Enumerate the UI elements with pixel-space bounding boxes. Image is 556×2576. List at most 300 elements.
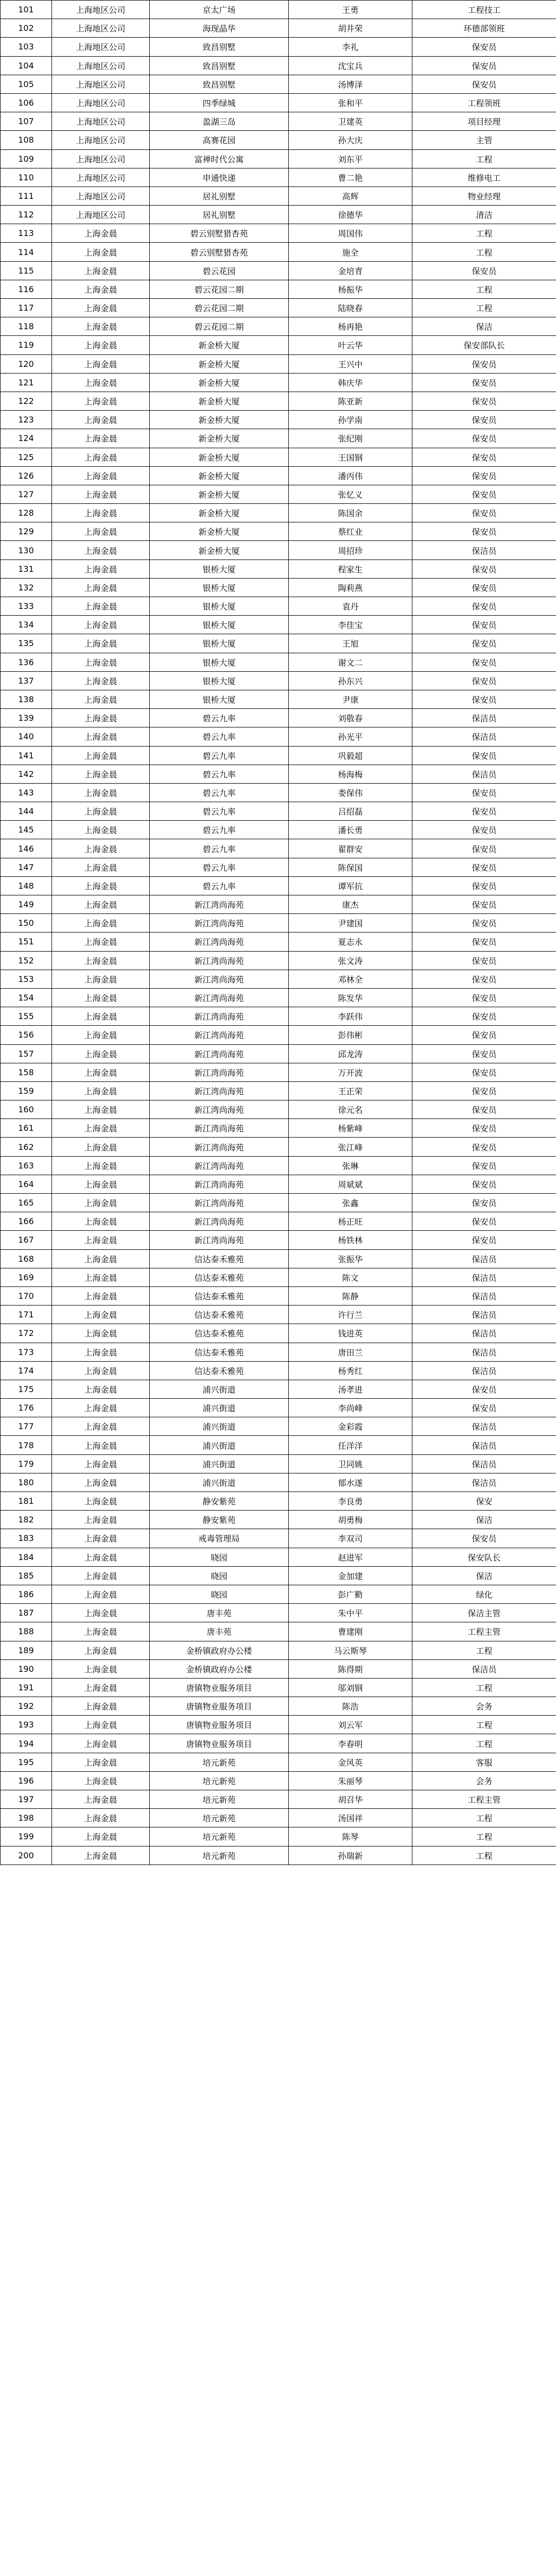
position-cell: 保安员: [412, 895, 556, 914]
company-cell: 上海金晨: [52, 914, 150, 933]
table-row: [1, 765, 556, 783]
name-cell: 邱龙涛: [289, 1044, 412, 1063]
company-cell: 上海金晨: [52, 1678, 150, 1697]
table-row: [1, 970, 556, 988]
row-number-cell: 131: [1, 560, 52, 578]
company-cell: 上海地区公司: [52, 75, 150, 93]
table-row: [1, 1212, 556, 1231]
project-cell: 金桥镇政府办公楼: [150, 1659, 289, 1678]
table-row: [1, 1175, 556, 1193]
table-row: [1, 876, 556, 895]
position-cell: 保安员: [412, 858, 556, 876]
row-number-cell: 181: [1, 1492, 52, 1511]
project-cell: 碧云别墅猎杏苑: [150, 224, 289, 243]
table-row: [1, 187, 556, 205]
row-number-cell: 179: [1, 1454, 52, 1473]
row-number-cell: 180: [1, 1473, 52, 1492]
project-cell: 戒毒管理局: [150, 1529, 289, 1548]
company-cell: 上海金晨: [52, 634, 150, 653]
name-cell: 刘敬春: [289, 709, 412, 727]
position-cell: 保安员: [412, 75, 556, 93]
row-number-cell: 115: [1, 261, 52, 280]
position-cell: 保安员: [412, 1007, 556, 1026]
name-cell: 彭广勤: [289, 1585, 412, 1603]
project-cell: 碧云花园二期: [150, 299, 289, 317]
name-cell: 陆晓春: [289, 299, 412, 317]
row-number-cell: 165: [1, 1194, 52, 1212]
name-cell: 程家生: [289, 560, 412, 578]
position-cell: 保安员: [412, 56, 556, 75]
company-cell: 上海金晨: [52, 1399, 150, 1417]
position-cell: 保安员: [412, 261, 556, 280]
company-cell: 上海金晨: [52, 1063, 150, 1081]
company-cell: 上海金晨: [52, 821, 150, 839]
company-cell: 上海金晨: [52, 653, 150, 671]
position-cell: 保安员: [412, 448, 556, 466]
table-row: [1, 783, 556, 802]
table-row: [1, 466, 556, 485]
row-number-cell: 143: [1, 783, 52, 802]
project-cell: 新金桥大厦: [150, 466, 289, 485]
table-row: [1, 858, 556, 876]
company-cell: 上海金晨: [52, 839, 150, 858]
company-cell: 上海金晨: [52, 448, 150, 466]
position-cell: 保安员: [412, 1156, 556, 1175]
company-cell: 上海金晨: [52, 1268, 150, 1286]
name-cell: 李良勇: [289, 1492, 412, 1511]
row-number-cell: 103: [1, 38, 52, 56]
name-cell: 孙大庆: [289, 131, 412, 149]
company-cell: 上海金晨: [52, 1809, 150, 1827]
name-cell: 尹建国: [289, 914, 412, 933]
position-cell: 工程: [412, 280, 556, 298]
position-cell: 工程: [412, 1827, 556, 1846]
row-number-cell: 161: [1, 1119, 52, 1138]
position-cell: 保洁员: [412, 1249, 556, 1268]
company-cell: 上海地区公司: [52, 131, 150, 149]
name-cell: 袁丹: [289, 597, 412, 616]
project-cell: 新江湾尚海苑: [150, 1119, 289, 1138]
name-cell: 李尚峰: [289, 1399, 412, 1417]
company-cell: 上海地区公司: [52, 168, 150, 187]
row-number-cell: 133: [1, 597, 52, 616]
position-cell: 保安员: [412, 1100, 556, 1119]
row-number-cell: 122: [1, 392, 52, 410]
company-cell: 上海金晨: [52, 336, 150, 354]
name-cell: 翟群安: [289, 839, 412, 858]
project-cell: 唐丰苑: [150, 1622, 289, 1641]
name-cell: 李春明: [289, 1734, 412, 1753]
project-cell: 高赛花园: [150, 131, 289, 149]
project-cell: 申通快递: [150, 168, 289, 187]
table-row: [1, 392, 556, 410]
name-cell: 杨正旺: [289, 1212, 412, 1231]
position-cell: 保安员: [412, 411, 556, 429]
name-cell: 娄保伟: [289, 783, 412, 802]
name-cell: 巩毅超: [289, 746, 412, 765]
company-cell: 上海金晨: [52, 690, 150, 708]
project-cell: 盈湖三岛: [150, 112, 289, 131]
row-number-cell: 124: [1, 429, 52, 448]
name-cell: 张江峰: [289, 1138, 412, 1156]
position-cell: 保安员: [412, 1044, 556, 1063]
row-number-cell: 200: [1, 1846, 52, 1865]
company-cell: 上海地区公司: [52, 187, 150, 205]
table-row: [1, 1511, 556, 1529]
row-number-cell: 132: [1, 578, 52, 597]
row-number-cell: 149: [1, 895, 52, 914]
table-row: [1, 1790, 556, 1809]
company-cell: 上海金晨: [52, 1697, 150, 1716]
position-cell: 会务: [412, 1771, 556, 1790]
table-row: [1, 1473, 556, 1492]
row-number-cell: 105: [1, 75, 52, 93]
name-cell: 陈保国: [289, 858, 412, 876]
position-cell: 工程: [412, 1678, 556, 1697]
name-cell: 陈得期: [289, 1659, 412, 1678]
position-cell: 保安员: [412, 783, 556, 802]
company-cell: 上海金晨: [52, 1417, 150, 1436]
company-cell: 上海金晨: [52, 1380, 150, 1398]
name-cell: 夏志永: [289, 933, 412, 951]
name-cell: 陈静: [289, 1286, 412, 1305]
row-number-cell: 197: [1, 1790, 52, 1809]
table-row: [1, 112, 556, 131]
project-cell: 碧云花园二期: [150, 280, 289, 298]
row-number-cell: 150: [1, 914, 52, 933]
name-cell: 马云斯琴: [289, 1641, 412, 1659]
position-cell: 保洁主管: [412, 1604, 556, 1622]
project-cell: 培元新苑: [150, 1827, 289, 1846]
name-cell: 李佳宝: [289, 616, 412, 634]
table-row: [1, 1454, 556, 1473]
name-cell: 张纪刚: [289, 429, 412, 448]
row-number-cell: 129: [1, 522, 52, 541]
name-cell: 汤博泽: [289, 75, 412, 93]
row-number-cell: 196: [1, 1771, 52, 1790]
position-cell: 保安员: [412, 616, 556, 634]
position-cell: 保安员: [412, 1119, 556, 1138]
company-cell: 上海地区公司: [52, 56, 150, 75]
name-cell: 康杰: [289, 895, 412, 914]
company-cell: 上海金晨: [52, 1846, 150, 1865]
project-cell: 培元新苑: [150, 1790, 289, 1809]
table-row: [1, 1678, 556, 1697]
position-cell: 保安员: [412, 1399, 556, 1417]
row-number-cell: 184: [1, 1548, 52, 1566]
name-cell: 许行兰: [289, 1306, 412, 1324]
position-cell: 保安员: [412, 38, 556, 56]
position-cell: 主管: [412, 131, 556, 149]
row-number-cell: 158: [1, 1063, 52, 1081]
position-cell: 保安员: [412, 578, 556, 597]
name-cell: 潘长勇: [289, 821, 412, 839]
company-cell: 上海金晨: [52, 1306, 150, 1324]
project-cell: 唐镇物业服务项目: [150, 1697, 289, 1716]
project-cell: 银桥大厦: [150, 616, 289, 634]
company-cell: 上海金晨: [52, 429, 150, 448]
name-cell: 张振华: [289, 1249, 412, 1268]
company-cell: 上海金晨: [52, 1231, 150, 1249]
position-cell: 保洁员: [412, 1454, 556, 1473]
row-number-cell: 110: [1, 168, 52, 187]
position-cell: 工程主管: [412, 1790, 556, 1809]
table-row: [1, 933, 556, 951]
company-cell: 上海金晨: [52, 727, 150, 746]
company-cell: 上海金晨: [52, 1585, 150, 1603]
row-number-cell: 123: [1, 411, 52, 429]
project-cell: 信达泰禾雅苑: [150, 1361, 289, 1380]
row-number-cell: 178: [1, 1436, 52, 1454]
row-number-cell: 153: [1, 970, 52, 988]
company-cell: 上海金晨: [52, 1007, 150, 1026]
position-cell: 保安员: [412, 522, 556, 541]
row-number-cell: 164: [1, 1175, 52, 1193]
row-number-cell: 195: [1, 1753, 52, 1771]
position-cell: 保洁员: [412, 709, 556, 727]
company-cell: 上海金晨: [52, 1622, 150, 1641]
project-cell: 银桥大厦: [150, 690, 289, 708]
company-cell: 上海金晨: [52, 933, 150, 951]
company-cell: 上海地区公司: [52, 206, 150, 224]
company-cell: 上海金晨: [52, 858, 150, 876]
name-cell: 周斌斌: [289, 1175, 412, 1193]
project-cell: 碧云九率: [150, 858, 289, 876]
project-cell: 碧云九率: [150, 746, 289, 765]
company-cell: 上海金晨: [52, 1734, 150, 1753]
company-cell: 上海金晨: [52, 261, 150, 280]
company-cell: 上海地区公司: [52, 112, 150, 131]
project-cell: 居礼别墅: [150, 187, 289, 205]
position-cell: 保洁: [412, 317, 556, 336]
row-number-cell: 172: [1, 1324, 52, 1343]
company-cell: 上海金晨: [52, 1436, 150, 1454]
table-row: [1, 1380, 556, 1398]
row-number-cell: 134: [1, 616, 52, 634]
position-cell: 保安员: [412, 429, 556, 448]
project-cell: 碧云别墅猎杏苑: [150, 243, 289, 261]
company-cell: 上海金晨: [52, 1361, 150, 1380]
position-cell: 项目经理: [412, 112, 556, 131]
row-number-cell: 155: [1, 1007, 52, 1026]
company-cell: 上海金晨: [52, 1790, 150, 1809]
table-row: [1, 317, 556, 336]
position-cell: 保安员: [412, 466, 556, 485]
table-row: [1, 914, 556, 933]
position-cell: 工程主管: [412, 1622, 556, 1641]
table-row: [1, 93, 556, 112]
row-number-cell: 157: [1, 1044, 52, 1063]
table-row: [1, 1268, 556, 1286]
row-number-cell: 182: [1, 1511, 52, 1529]
position-cell: 保安: [412, 1492, 556, 1511]
name-cell: 刘云军: [289, 1716, 412, 1734]
row-number-cell: 168: [1, 1249, 52, 1268]
position-cell: 保安员: [412, 876, 556, 895]
position-cell: 保安员: [412, 970, 556, 988]
project-cell: 致昌别墅: [150, 38, 289, 56]
company-cell: 上海金晨: [52, 1771, 150, 1790]
table-row: [1, 951, 556, 970]
company-cell: 上海金晨: [52, 895, 150, 914]
company-cell: 上海金晨: [52, 1566, 150, 1585]
project-cell: 新江湾尚海苑: [150, 988, 289, 1007]
company-cell: 上海金晨: [52, 765, 150, 783]
project-cell: 新金桥大厦: [150, 448, 289, 466]
name-cell: 杨紫峰: [289, 1119, 412, 1138]
project-cell: 信达泰禾雅苑: [150, 1324, 289, 1343]
name-cell: 徐德华: [289, 206, 412, 224]
position-cell: 保安员: [412, 951, 556, 970]
project-cell: 浦兴街道: [150, 1473, 289, 1492]
name-cell: 王国钢: [289, 448, 412, 466]
table-row: [1, 1361, 556, 1380]
company-cell: 上海金晨: [52, 578, 150, 597]
position-cell: 保安员: [412, 373, 556, 392]
company-cell: 上海金晨: [52, 1511, 150, 1529]
project-cell: 银桥大厦: [150, 597, 289, 616]
name-cell: 陶莉燕: [289, 578, 412, 597]
position-cell: 保安员: [412, 1231, 556, 1249]
project-cell: 浦兴街道: [150, 1417, 289, 1436]
name-cell: 汤孝进: [289, 1380, 412, 1398]
project-cell: 新江湾尚海苑: [150, 1026, 289, 1044]
table-row: [1, 653, 556, 671]
row-number-cell: 121: [1, 373, 52, 392]
name-cell: 杨铁林: [289, 1231, 412, 1249]
company-cell: 上海地区公司: [52, 38, 150, 56]
table-row: [1, 1659, 556, 1678]
table-row: [1, 168, 556, 187]
table-row: [1, 690, 556, 708]
company-cell: 上海金晨: [52, 1473, 150, 1492]
company-cell: 上海金晨: [52, 299, 150, 317]
table-row: [1, 560, 556, 578]
project-cell: 新江湾尚海苑: [150, 951, 289, 970]
row-number-cell: 152: [1, 951, 52, 970]
row-number-cell: 125: [1, 448, 52, 466]
project-cell: 四季绿城: [150, 93, 289, 112]
project-cell: 晓园: [150, 1548, 289, 1566]
row-number-cell: 141: [1, 746, 52, 765]
row-number-cell: 126: [1, 466, 52, 485]
project-cell: 新金桥大厦: [150, 354, 289, 373]
name-cell: 蔡红业: [289, 522, 412, 541]
row-number-cell: 163: [1, 1156, 52, 1175]
row-number-cell: 118: [1, 317, 52, 336]
table-row: [1, 224, 556, 243]
row-number-cell: 114: [1, 243, 52, 261]
row-number-cell: 144: [1, 802, 52, 821]
project-cell: 新江湾尚海苑: [150, 1044, 289, 1063]
table-row: [1, 839, 556, 858]
project-cell: 碧云九率: [150, 783, 289, 802]
table-row: [1, 1734, 556, 1753]
company-cell: 上海金晨: [52, 1659, 150, 1678]
company-cell: 上海金晨: [52, 1212, 150, 1231]
name-cell: 任洋洋: [289, 1436, 412, 1454]
row-number-cell: 117: [1, 299, 52, 317]
project-cell: 新江湾尚海苑: [150, 1138, 289, 1156]
project-cell: 海现晶华: [150, 19, 289, 38]
table-row: [1, 38, 556, 56]
position-cell: 保洁员: [412, 1343, 556, 1361]
name-cell: 曹二艳: [289, 168, 412, 187]
name-cell: 孙瑞新: [289, 1846, 412, 1865]
position-cell: 保安员: [412, 485, 556, 503]
position-cell: 保洁员: [412, 1417, 556, 1436]
company-cell: 上海金晨: [52, 1156, 150, 1175]
company-cell: 上海金晨: [52, 224, 150, 243]
position-cell: 保安员: [412, 821, 556, 839]
name-cell: 卫建英: [289, 112, 412, 131]
project-cell: 新金桥大厦: [150, 522, 289, 541]
company-cell: 上海金晨: [52, 1324, 150, 1343]
project-cell: 信达泰禾雅苑: [150, 1343, 289, 1361]
name-cell: 周招珍: [289, 541, 412, 560]
name-cell: 朱丽琴: [289, 1771, 412, 1790]
row-number-cell: 138: [1, 690, 52, 708]
table-row: [1, 1585, 556, 1603]
row-number-cell: 139: [1, 709, 52, 727]
company-cell: 上海金晨: [52, 411, 150, 429]
table-row: [1, 336, 556, 354]
position-cell: 保安员: [412, 1175, 556, 1193]
company-cell: 上海金晨: [52, 1081, 150, 1100]
project-cell: 新金桥大厦: [150, 541, 289, 560]
project-cell: 信达泰禾雅苑: [150, 1306, 289, 1324]
project-cell: 信达泰禾雅苑: [150, 1249, 289, 1268]
project-cell: 银桥大厦: [150, 671, 289, 690]
row-number-cell: 128: [1, 504, 52, 522]
table-row: [1, 1138, 556, 1156]
table-row: [1, 988, 556, 1007]
project-cell: 碧云九率: [150, 709, 289, 727]
staff-table-body: [1, 1, 556, 1865]
row-number-cell: 136: [1, 653, 52, 671]
table-row: [1, 56, 556, 75]
name-cell: 张文涛: [289, 951, 412, 970]
row-number-cell: 160: [1, 1100, 52, 1119]
company-cell: 上海金晨: [52, 1492, 150, 1511]
row-number-cell: 188: [1, 1622, 52, 1641]
name-cell: 高辉: [289, 187, 412, 205]
row-number-cell: 111: [1, 187, 52, 205]
project-cell: 致昌别墅: [150, 75, 289, 93]
name-cell: 王正荣: [289, 1081, 412, 1100]
row-number-cell: 162: [1, 1138, 52, 1156]
name-cell: 陈浩: [289, 1697, 412, 1716]
table-row: [1, 1343, 556, 1361]
row-number-cell: 116: [1, 280, 52, 298]
name-cell: 杨再艳: [289, 317, 412, 336]
position-cell: 工程: [412, 1846, 556, 1865]
row-number-cell: 102: [1, 19, 52, 38]
row-number-cell: 173: [1, 1343, 52, 1361]
project-cell: 银桥大厦: [150, 560, 289, 578]
position-cell: 清洁: [412, 206, 556, 224]
table-row: [1, 1026, 556, 1044]
project-cell: 新金桥大厦: [150, 392, 289, 410]
name-cell: 钱进英: [289, 1324, 412, 1343]
project-cell: 碧云九率: [150, 821, 289, 839]
row-number-cell: 185: [1, 1566, 52, 1585]
position-cell: 维修电工: [412, 168, 556, 187]
row-number-cell: 127: [1, 485, 52, 503]
project-cell: 新江湾尚海苑: [150, 914, 289, 933]
company-cell: 上海金晨: [52, 616, 150, 634]
position-cell: 保安员: [412, 671, 556, 690]
